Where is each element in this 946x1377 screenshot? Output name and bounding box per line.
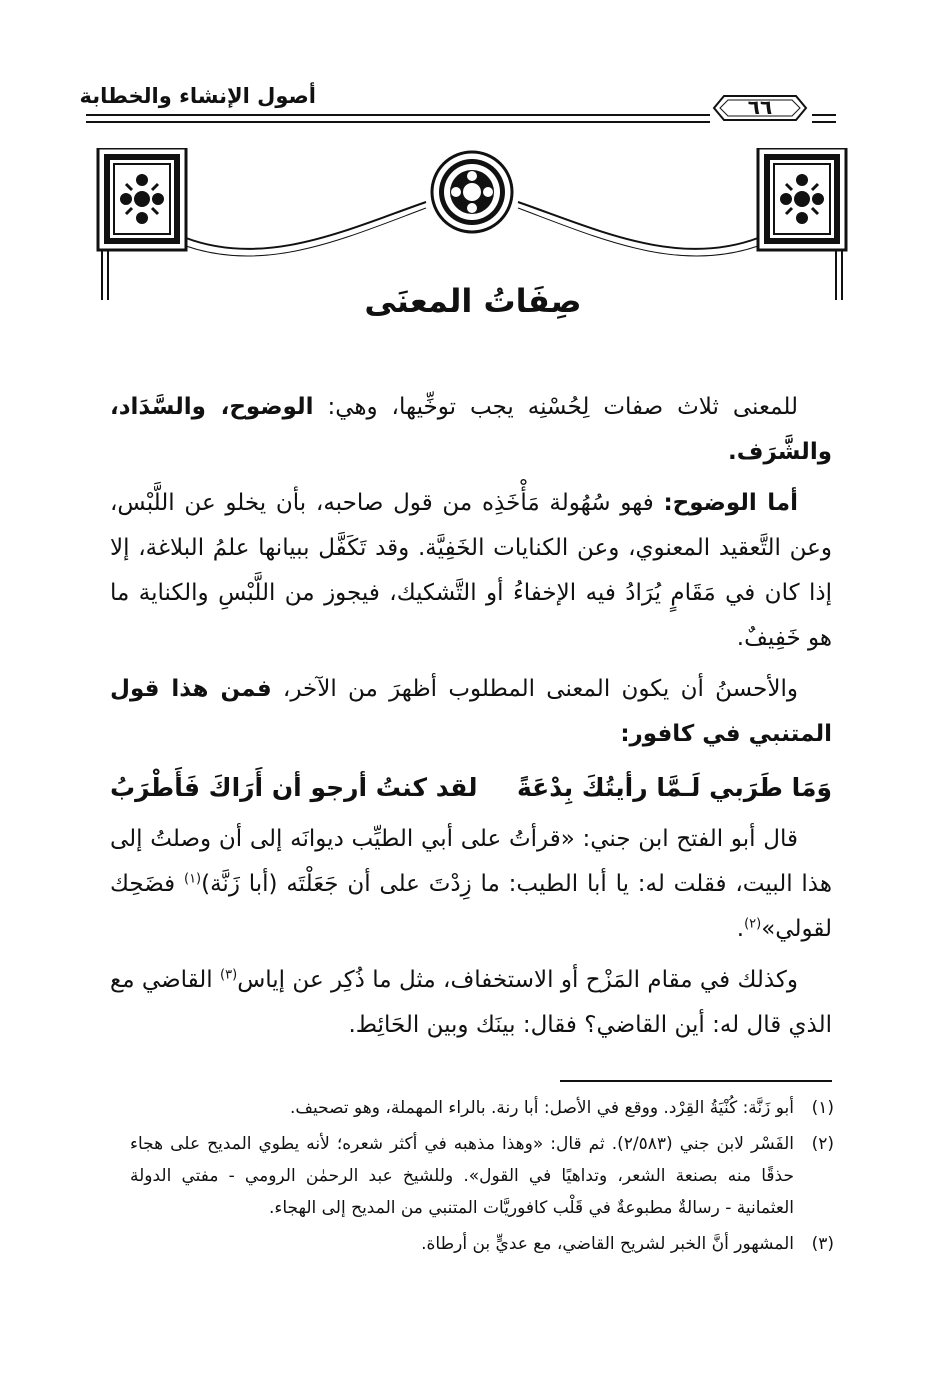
paragraph-text: . bbox=[736, 916, 745, 942]
paragraph-intro bbox=[110, 385, 832, 475]
paragraph-text: القاضي مع الذي قال له: أين القاضي؟ فقال: بينَك وبين الحَائِط. bbox=[110, 967, 832, 1038]
footnotes bbox=[130, 1092, 834, 1264]
footnote-text: المشهور أنَّ الخبر لشريح القاضي، مع عديٍّ بن أرطاة. bbox=[421, 1234, 794, 1254]
paragraph-text: للمعنى ثلاث صفات لِحُسْنِه يجب توخِّيها، وهي: bbox=[327, 394, 799, 420]
arabesque-tile-icon bbox=[98, 148, 186, 300]
body-text bbox=[110, 385, 832, 1054]
footnote-marker: (٣) bbox=[220, 967, 238, 983]
footnote-number: (٣) bbox=[811, 1234, 834, 1254]
paragraph-text: فضَحِك لقولي» bbox=[110, 871, 832, 942]
poetry-verse bbox=[110, 763, 832, 817]
footnote-item bbox=[130, 1128, 834, 1224]
footnote-text: الفَسْر لابن جني (٢/٥٨٣). ثم قال: «وهذا مذهبه في أكثر شعره؛ لأنه يطوي المديح على هجاء حذقًا منه بصنعة الشعر، وتداهيًا في القول». وللشيخ عبد الرحمٰن الرومي - مفتي الدولة العثمانية - رسالةٌ مطبوعةٌ في قَلْب كافوريَّات المتنبي من المديح إلى الهجاء. bbox=[130, 1134, 794, 1218]
emphasis-text: الوضوح، والسَّدَاد، والشَّرَف. bbox=[110, 394, 832, 465]
header-rule-right-bottom bbox=[812, 121, 836, 123]
paragraph-clarity bbox=[110, 481, 832, 661]
paragraph-text: فهو سُهُولة مَأْخَذِه من قول صاحبه، بأن يخلو عن اللَّبْس، وعن التَّعقيد المعنوي، وعن الكنايات الخَفِيَّة. وقد تَكَفَّل ببيانها علمُ البلاغة، إلا إذا كان في مَقَامٍ يُرَادُ فيه الإخفاءُ أو التَّشكيك، فيجوز من اللَّبْسِ والكناية ما هو خَفِيفٌ. bbox=[110, 490, 832, 651]
header-rule-right-top bbox=[812, 114, 836, 116]
footnote-separator bbox=[560, 1080, 832, 1082]
emphasis-text: فمن هذا قول المتنبي في كافور: bbox=[110, 676, 832, 747]
footnote-text: أبو زَنَّة: كُنْيَةُ القِرْد. ووقع في الأصل: أبا رنة. بالراء المهملة، وهو تصحيف. bbox=[290, 1098, 794, 1118]
chapter-title: صِفَاتُ المعنَى bbox=[364, 282, 582, 320]
paragraph-best bbox=[110, 667, 832, 757]
term-heading: أما الوضوح: bbox=[663, 490, 798, 516]
footnote-item bbox=[130, 1228, 834, 1260]
paragraph-jest bbox=[110, 958, 832, 1048]
paragraph-ibn-jinni bbox=[110, 817, 832, 952]
header-rule-left-bottom bbox=[86, 121, 710, 123]
header-rule-left-top bbox=[86, 114, 710, 116]
paragraph-text: قال أبو الفتح ابن جني: «قرأتُ على أبي الطيِّب ديوانَه إلى أن وصلتُ إلى هذا البيت، فقلت له: يا أبا الطيب: ما زِدْتَ على أن جَعَلْتَه (أبا زَنَّة) bbox=[110, 826, 832, 897]
footnote-item bbox=[130, 1092, 834, 1124]
running-header-title: أصول الإنشاء والخطابة bbox=[79, 84, 316, 108]
medallion-icon bbox=[432, 152, 512, 232]
footnote-number: (٢) bbox=[811, 1134, 834, 1154]
footnote-marker: (١) bbox=[183, 871, 202, 887]
paragraph-text: والأحسنُ أن يكون المعنى المطلوب أظهرَ من الآخر، bbox=[282, 676, 798, 702]
verse-hemistich-first: وَمَا طَرَبي لَـمَّا رأيتُكَ بِدْعَةً bbox=[517, 773, 832, 802]
page-number-badge bbox=[712, 92, 808, 124]
page-number: ٦٦ bbox=[747, 95, 773, 119]
paragraph-text: وكذلك في مقام المَزْح أو الاستخفاف، مثل ما ذُكِر عن إياس bbox=[237, 967, 798, 993]
verse-hemistich-second: لقد كنتُ أرجو أن أَرَاكَ فَأَطْرَبُ bbox=[110, 773, 478, 802]
footnote-number: (١) bbox=[811, 1098, 834, 1118]
arabesque-tile-icon bbox=[758, 148, 846, 300]
footnote-marker: (٢) bbox=[744, 916, 762, 932]
